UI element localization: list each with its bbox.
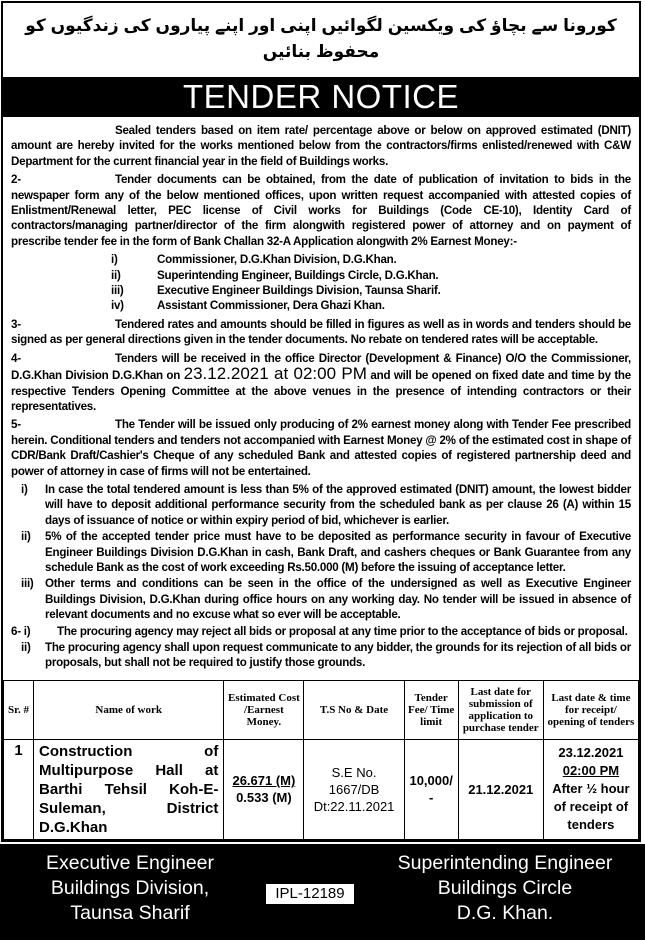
opening-note: After ½ hour of receipt of tenders xyxy=(552,781,630,833)
ipl-code: IPL-12189 xyxy=(266,884,354,904)
header-tender-fee: Tender Fee/ Time limit xyxy=(404,680,458,739)
title-band xyxy=(1,77,641,117)
ts-no: S.E No. xyxy=(331,764,377,780)
ts-date: Dt:22.11.2021 xyxy=(313,798,395,814)
cell-estimated-cost xyxy=(224,739,304,839)
paragraph-2 xyxy=(11,172,631,249)
header-name-of-work: Name of work xyxy=(34,680,224,739)
paragraph-number: 4- xyxy=(11,351,21,365)
opening-date-time: 23.12.2021 at 02:00 PM xyxy=(183,364,367,384)
paragraph-4-text-cont: and will be opened on fixed date and time by the respective Tenders Opening Committee at the above venues in the presence of intending contractors or their representatives. xyxy=(11,369,631,413)
paragraph-number: 3- xyxy=(11,317,21,331)
cell-sr: 1 xyxy=(4,739,34,839)
item-numeral: ii) xyxy=(111,268,121,282)
paragraph-number: 2- xyxy=(11,173,21,187)
signature-footer xyxy=(0,844,645,940)
urdu-slogan: کورونا سے بچاؤ کی ویکسین لگوائیں اپنی اور اپنے پیاروں کی زندگیوں کو محفوظ بنائیں xyxy=(25,16,617,62)
item-numeral: iv) xyxy=(111,299,124,313)
item-numeral: iii) xyxy=(111,284,124,298)
item-numeral: 6- i) xyxy=(11,624,31,638)
notice-border xyxy=(1,1,641,842)
item-text: The procuring agency may reject all bids or proposal at any time prior to the acceptance of bids or proposal. xyxy=(57,624,628,638)
offices-list xyxy=(111,252,631,314)
notice-body xyxy=(3,117,639,676)
cell-name-of-work: Construction of Multipurpose Hall at Barthi Tehsil Koh-E-Suleman, District D.G.Khan xyxy=(34,739,224,839)
signatory-line: Taunsa Sharif xyxy=(70,901,190,924)
paragraph-4 xyxy=(11,351,631,415)
signatory-superintending-engineer xyxy=(365,851,645,926)
item-numeral: i) xyxy=(21,482,28,496)
office-item xyxy=(111,298,631,313)
item-text: Executive Engineer Buildings Division, Taunsa Sharif. xyxy=(157,284,441,298)
header-last-date-submission: Last date for submission of application to purchase tender xyxy=(458,680,543,739)
signatory-line: Buildings Circle xyxy=(437,876,573,899)
opening-time: 02:00 PM xyxy=(562,763,620,779)
item-text: Commissioner, D.G.Khan Division, D.G.Khan. xyxy=(157,253,397,267)
cell-opening xyxy=(543,739,638,839)
signatory-line: Superintending Engineer xyxy=(397,851,613,874)
paragraph-1 xyxy=(11,123,631,169)
item-numeral: i) xyxy=(111,253,118,267)
cell-tender-fee: 10,000/- xyxy=(404,739,458,839)
sub-clause xyxy=(11,529,631,575)
item-text: In case the total tendered amount is less than 5% of the approved estimated (DNIT) amount, the lowest bidder will have to deposit additional performance security from the scheduled bank as per clause 26 (A) within 15 days of issuance of notice or within expiry period of bid, whichever is earlier. xyxy=(45,482,631,527)
item-numeral: iii) xyxy=(21,577,34,591)
page-title: TENDER NOTICE xyxy=(182,78,459,115)
signatory-executive-engineer xyxy=(0,851,260,926)
office-item xyxy=(111,252,631,267)
ts-ref: 1667/DB xyxy=(328,781,380,797)
signatory-line: Executive Engineer xyxy=(45,851,215,874)
item-text: The procuring agency shall upon request communicate to any bidder, the grounds for its rejection of all bids or proposals, but shall not be required to justify those grounds. xyxy=(45,641,631,670)
office-item xyxy=(111,283,631,298)
office-item xyxy=(111,268,631,283)
item-text: Other terms and conditions can be seen in the office of the undersigned as well as Executive Engineer Buildings Division, D.G.Khan during office hours on any working day. No tender will be issued in absence of relevant documents and no excuse what so ever will be acceptable. xyxy=(45,577,631,622)
header-estimated-cost: Estimated Cost /Earnest Money. xyxy=(224,680,304,739)
sub-clause xyxy=(11,576,631,622)
table-row xyxy=(4,739,639,839)
sub-clause xyxy=(11,482,631,528)
header-sr: Sr. # xyxy=(4,680,34,739)
table-header-row xyxy=(4,680,639,739)
clause-6-i xyxy=(11,624,631,639)
paragraph-3 xyxy=(11,317,631,348)
paragraph-1-text: Sealed tenders based on item rate/ percentage above or below on approved estimated (DNIT) amount are hereby invited for the works mentioned below from the contractors/firms enlisted/renewed with C&W Department for the current financial year in the field of Buildings works. xyxy=(11,124,631,168)
item-numeral: ii) xyxy=(21,641,31,654)
item-text: Assistant Commissioner, Dera Ghazi Khan. xyxy=(157,299,385,313)
item-numeral: ii) xyxy=(21,530,31,544)
estimated-cost: 26.671 (M) xyxy=(232,773,296,789)
signatory-line: D.G. Khan. xyxy=(456,901,554,924)
item-text: Superintending Engineer, Buildings Circle, D.G.Khan. xyxy=(157,268,439,282)
cell-ts-no xyxy=(304,739,404,839)
works-table xyxy=(3,680,639,840)
earnest-money: 0.533 (M) xyxy=(236,790,292,806)
signatory-line: Buildings Division, xyxy=(50,876,210,899)
cell-last-submission: 21.12.2021 xyxy=(458,739,543,839)
clause-6-ii xyxy=(11,640,631,671)
item-text: 5% of the accepted tender price must have to be deposited as performance security in favour of Executive Engineer Buildings Division D.G.Khan in cash, Bank Draft, and cashers cheques or Bank Guarantee from any schedule Bank as the cost of work exceeding Rs.50.000 (M) before the issuing of acceptance letter. xyxy=(45,530,631,574)
header-ts-no-date: T.S No & Date xyxy=(304,680,404,739)
paragraph-number: 5- xyxy=(11,418,21,432)
header-last-date-receipt: Last date & time for receipt/ opening of tenders xyxy=(543,680,638,739)
paragraph-2-text: Tender documents can be obtained, from the date of publication of invitation to bids in the newspaper form any of the below mentioned offices, upon written request accompanied with attested copies of Enlistment/Renewal letter, PEC license of Civil works for Buildings (Code CE-10), Identity Card of contractors/managing partner/director of the firm alongwith registered power of attorney and on payment of prescribe tender fee in the form of Bank Challan 32-A Application alongwith 2% Earnest Money:- xyxy=(11,173,631,248)
paragraph-4-text: Tenders will be received in the office Director (Development & Finance) O/O the Commissioner, D.G.Khan Division D.G.Khan on xyxy=(11,351,631,383)
paragraph-5 xyxy=(11,417,631,479)
opening-date: 23.12.2021 xyxy=(558,745,624,761)
paragraph-3-text: Tendered rates and amounts should be filled in figures as well as in words and tenders should be signed as per general directions given in the tender documents. No rebate on tendered rates will be acceptable. xyxy=(11,317,631,347)
paragraph-5-text: The Tender will be issued only producing of 2% earnest money along with Tender Fee prescribed herein. Conditional tenders and tenders not accompanied with Earnest Money @ 2% of the estimated cost in shape of CDR/Bank Draft/Cashier's Cheque of any scheduled Bank and attested copies of registered partnership deed and power of attorney in case of firms will not be entertained. xyxy=(11,418,631,478)
